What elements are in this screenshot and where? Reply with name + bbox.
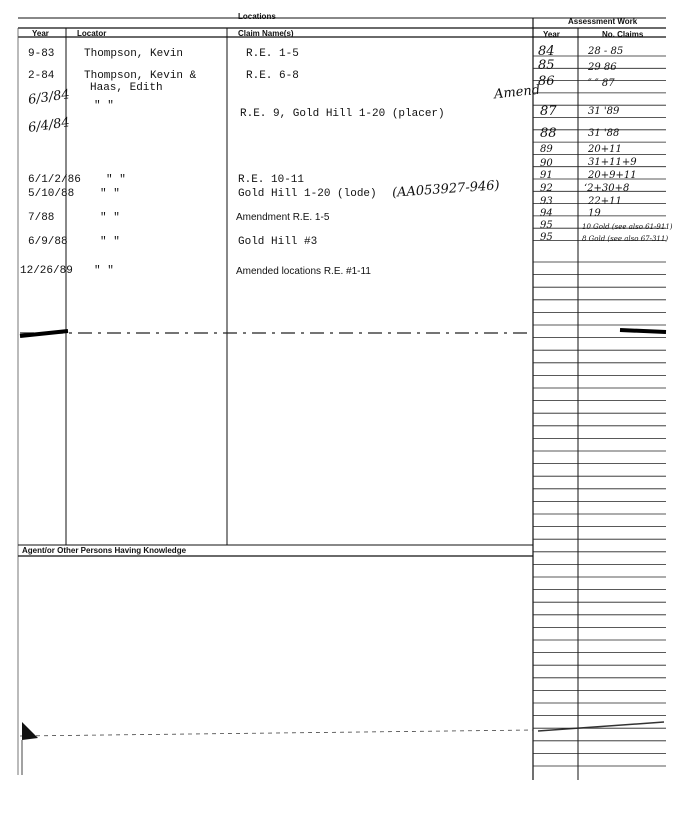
aw-claims: 20+11 [588,144,622,155]
location-claim: Gold Hill 1-20 (lode) [238,188,377,200]
amend-note-handwritten: Amend [493,82,541,103]
location-locator-ditto: " " [94,100,114,112]
claim-names-column-header: Claim Name(s) [238,29,294,38]
agent-section-header: Agent/or Other Persons Having Knowledge [22,546,187,555]
aw-no-claims-column-header: No. Claims [602,30,644,39]
aw-claims: 29 86 [588,62,617,73]
aw-year: 89 [540,144,553,155]
location-claim: R.E. 6-8 [246,70,299,82]
aw-year: 95 [540,220,553,231]
location-claim: Gold Hill #3 [238,236,318,248]
aw-year: 93 [540,196,553,207]
location-locator-ditto: " " [100,236,120,248]
aw-claims: 8 Gold (see also 67-311) [582,235,669,243]
location-locator-ditto: " " [100,188,120,200]
assessment-work-header: Assessment Work [568,17,638,26]
aw-year: 85 [538,58,555,73]
location-locator-ditto: " " [94,265,114,277]
aw-year: 90 [540,158,553,169]
location-year-handwritten: 6/3/84 [27,87,71,108]
aw-claims: 20+9+11 [588,170,637,181]
aw-claims: ‘2+30+8 [584,183,630,194]
location-year: 9-83 [28,48,55,60]
location-claim: R.E. 10-11 [238,174,305,186]
location-year: 2-84 [28,70,55,82]
location-claim: R.E. 9, Gold Hill 1-20 (placer) [240,108,445,120]
locator-column-header: Locator [77,29,107,38]
aw-year-column-header: Year [543,30,560,39]
location-locator-ditto: " " [106,174,126,186]
aw-claims: ″ ″ 87 [588,78,615,89]
aw-year: 95 [540,232,553,243]
aw-year: 88 [540,126,557,141]
location-year: 6/1/2/86 [28,174,81,186]
location-year: 6/9/88 [28,236,68,248]
location-year: 12/26/89 [20,265,73,277]
aw-claims: 19 [588,208,601,219]
location-year-handwritten: 6/4/84 [27,115,71,136]
location-claim: Amended locations R.E. #1-11 [236,266,371,277]
aw-claims: 31 '88 [588,128,620,139]
aw-year: 92 [540,183,553,194]
aw-claims: 31+11+9 [588,157,637,168]
aw-claims: 10 Gold (see also 61-911) [582,223,673,231]
aw-year: 86 [538,74,555,89]
aw-claims: 28 - 85 [588,46,624,57]
locations-header: Locations [238,12,276,21]
aw-year: 87 [540,104,557,119]
location-claim: R.E. 1-5 [246,48,299,60]
year-column-header: Year [32,29,49,38]
aw-claims: 31 '89 [588,106,620,117]
location-locator-ditto: " " [100,212,120,224]
location-year: 7/88 [28,212,55,224]
location-locator: Thompson, Kevin & [84,70,197,82]
location-claim: Amendment R.E. 1-5 [236,212,330,223]
aw-year: 84 [538,44,555,59]
aw-year: 94 [540,208,553,219]
location-locator: Thompson, Kevin [84,48,184,60]
location-locator-continued: Haas, Edith [90,82,163,94]
aw-year: 91 [540,170,553,181]
claim-serial-note: (AA053927-946) [391,178,501,201]
location-year: 5/10/88 [28,188,75,200]
aw-claims: 22+11 [588,196,622,207]
